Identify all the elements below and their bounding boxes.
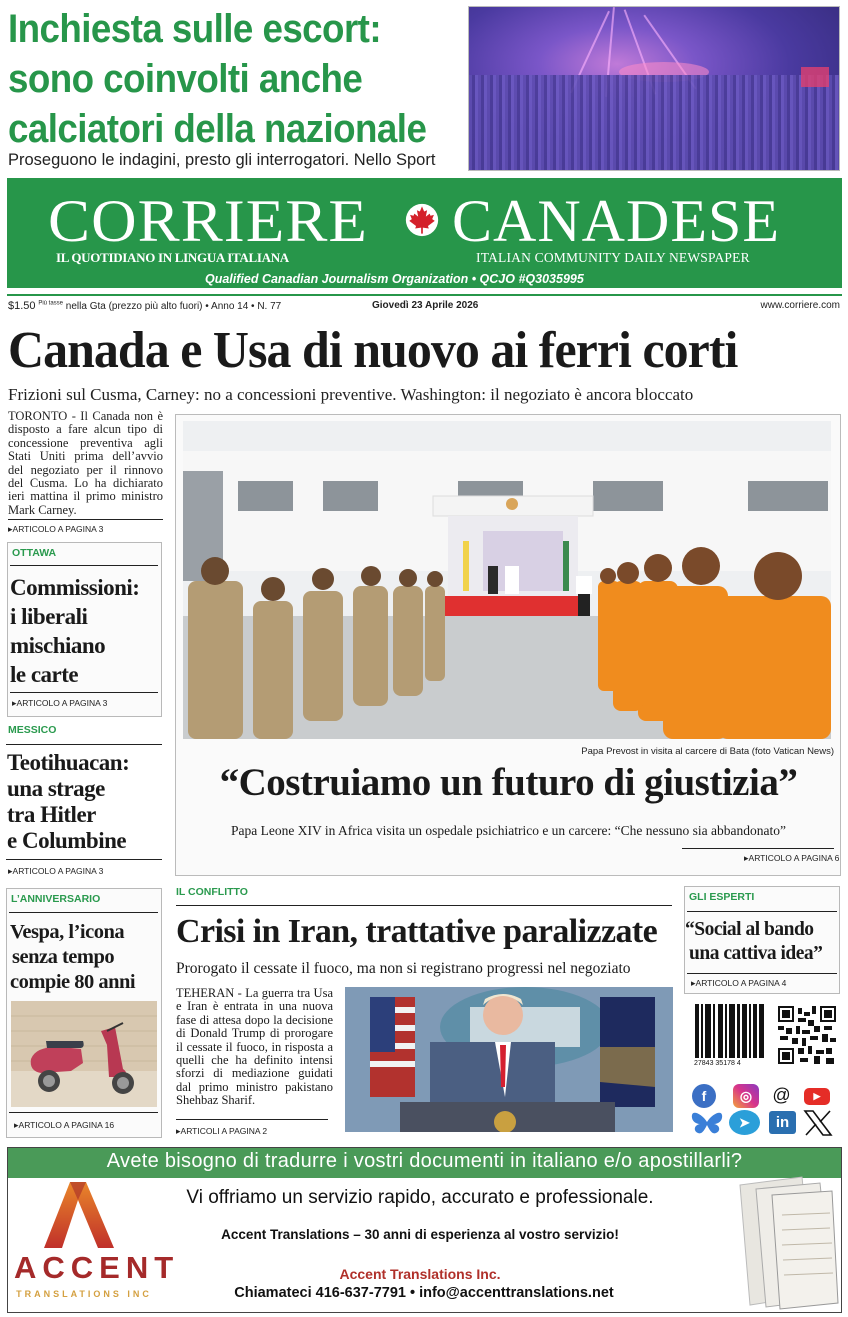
linkedin-icon[interactable] bbox=[769, 1111, 796, 1134]
accent-logo-sub: TRANSLATIONS INC bbox=[16, 1289, 152, 1299]
instagram-icon[interactable] bbox=[733, 1084, 759, 1108]
telegram-glyph: ➤ bbox=[739, 1114, 750, 1130]
headline-line: “Social al bando bbox=[685, 919, 814, 940]
accent-logo-icon bbox=[40, 1182, 116, 1250]
ad-contact[interactable]: Chiamateci 416-637-7791 • info@accenttranslations.net bbox=[234, 1285, 614, 1301]
instagram-glyph: ◎ bbox=[739, 1087, 753, 1104]
accent-logo-word: ACCENT bbox=[14, 1250, 180, 1285]
divider bbox=[176, 1119, 328, 1120]
barcode bbox=[692, 1004, 772, 1066]
sidebar-headline-vespa[interactable] bbox=[10, 920, 135, 995]
jump-link-ottawa[interactable]: ▸ ARTICOLO A PAGINA 3 bbox=[12, 698, 107, 709]
headline-line: mischiano bbox=[10, 633, 106, 658]
iran-story-body: TEHERAN - La guerra tra Usa e Iran è entrata in una nuova fase di attesa dopo la decisione di Donald Trump di prorogare il cessate il fuoco, in risposta a quelli che ha definito intensi sforzi di mediazione guidati dal primo ministro pakistano Shehbaz Sharif. bbox=[176, 986, 333, 1108]
main-subheadline: Frizioni sul Cusma, Carney: no a concessioni preventive. Washington: il negoziato è ancora bloccato bbox=[8, 385, 694, 404]
ad-company: Accent Translations Inc. bbox=[339, 1266, 501, 1282]
facebook-glyph: f bbox=[701, 1088, 707, 1104]
price-note: Più tasse bbox=[38, 300, 63, 307]
sidebar-headline-messico[interactable] bbox=[7, 750, 129, 854]
pope-jump-link[interactable]: ▸ ARTICOLO A PAGINA 6 bbox=[744, 853, 839, 864]
sidebar-headline-ottawa[interactable] bbox=[10, 573, 139, 689]
masthead-title-right[interactable]: CANADESE bbox=[452, 188, 781, 254]
issue-info: nella Gta (prezzo più alto fuori) • Anno 14 • N. 77 bbox=[65, 301, 282, 312]
kicker-conflitto: IL CONFLITTO bbox=[176, 886, 248, 898]
threads-icon[interactable] bbox=[768, 1084, 795, 1106]
youtube-glyph: ▶ bbox=[813, 1091, 821, 1101]
pope-subheadline: Papa Leone XIV in Africa visita un ospedale psichiatrico e un carcere: “Che nessuno sia abbandonato” bbox=[231, 823, 786, 838]
ad-banner-text: Avete bisogno di tradurre i vostri documenti in italiano e/o apostillarli? bbox=[106, 1150, 743, 1172]
divider bbox=[10, 565, 158, 566]
headline-line: Vespa, l’icona bbox=[10, 921, 125, 943]
masthead-title-left[interactable]: CORRIERE bbox=[48, 188, 368, 254]
barcode-digits: 27843 35178 4 bbox=[694, 1060, 741, 1066]
photo-caption: Papa Prevost in visita al carcere di Bata (foto Vatican News) bbox=[581, 746, 834, 757]
linkedin-glyph: in bbox=[775, 1114, 790, 1131]
divider bbox=[687, 911, 837, 912]
qr-code[interactable] bbox=[778, 1004, 836, 1066]
headline-line: e Columbine bbox=[7, 828, 127, 853]
documents-photo bbox=[732, 1175, 840, 1310]
x-twitter-icon[interactable] bbox=[803, 1110, 833, 1136]
issue-date: Giovedì 23 Aprile 2026 bbox=[372, 300, 479, 311]
main-headline[interactable]: Canada e Usa di nuovo ai ferri corti bbox=[8, 322, 738, 379]
youtube-icon[interactable] bbox=[804, 1088, 830, 1105]
jump-link-vespa[interactable]: ▸ ARTICOLO A PAGINA 16 bbox=[14, 1120, 114, 1131]
divider bbox=[9, 1112, 158, 1113]
divider bbox=[7, 294, 842, 296]
teaser-headline[interactable] bbox=[8, 4, 436, 154]
masthead-qcjo: Qualified Canadian Journalism Organization • QCJO #Q3035995 bbox=[205, 272, 584, 286]
headline-line: le carte bbox=[10, 662, 79, 687]
headline-line: Commissioni: bbox=[10, 575, 140, 600]
jump-link-messico[interactable]: ▸ ARTICOLO A PAGINA 3 bbox=[8, 866, 103, 877]
divider bbox=[687, 973, 837, 974]
masthead-tagline-italian: IL QUOTIDIANO IN LINGUA ITALIANA bbox=[56, 250, 289, 265]
kicker-messico: MESSICO bbox=[8, 724, 57, 736]
headline-line: senza tempo bbox=[12, 946, 115, 968]
masthead-tagline-english: ITALIAN COMMUNITY DAILY NEWSPAPER bbox=[476, 250, 750, 265]
kicker-esperti: GLI ESPERTI bbox=[689, 891, 755, 903]
trump-press-briefing-photo[interactable] bbox=[345, 987, 673, 1132]
headline-line: Teotihuacan: bbox=[7, 750, 130, 775]
price: $1.50 bbox=[8, 300, 36, 312]
facebook-icon[interactable] bbox=[692, 1084, 716, 1108]
headline-line: una strage bbox=[7, 776, 105, 801]
website-link[interactable]: www.corriere.com bbox=[760, 300, 840, 311]
experts-headline[interactable] bbox=[685, 918, 822, 966]
divider bbox=[176, 905, 672, 906]
pope-prison-visit-photo[interactable] bbox=[183, 421, 831, 739]
headline-line: compie 80 anni bbox=[10, 971, 136, 993]
teaser-headline-line: sono coinvolti anche bbox=[8, 57, 363, 101]
divider bbox=[10, 692, 158, 693]
ad-line-2: Accent Translations – 30 anni di esperienza al vostro servizio! bbox=[221, 1227, 619, 1242]
price-info bbox=[8, 300, 281, 312]
kicker-ottawa: OTTAWA bbox=[12, 547, 57, 559]
kicker-anniversario: L’ANNIVERSARIO bbox=[11, 893, 101, 905]
divider bbox=[8, 519, 163, 520]
teaser-subtitle: Proseguono le indagini, presto gli interrogatori. Nello Sport bbox=[8, 151, 436, 169]
ad-line-1: Vi offriamo un servizio rapido, accurato e professionale. bbox=[186, 1187, 654, 1208]
divider bbox=[9, 912, 158, 913]
pope-headline[interactable]: “Costruiamo un futuro di giustizia” bbox=[219, 761, 798, 804]
headline-line: i liberali bbox=[10, 604, 88, 629]
teaser-headline-line: Inchiesta sulle escort: bbox=[8, 7, 382, 51]
telegram-icon[interactable] bbox=[729, 1110, 760, 1135]
bluesky-icon[interactable] bbox=[690, 1111, 724, 1135]
concert-crowd-photo[interactable] bbox=[468, 6, 840, 171]
headline-line: una cattiva idea” bbox=[689, 943, 823, 964]
divider bbox=[6, 744, 162, 745]
threads-glyph: @ bbox=[772, 1084, 791, 1105]
headline-line: tra Hitler bbox=[7, 802, 96, 827]
iran-subheadline: Prorogato il cessate il fuoco, ma non si registrano progressi nel negoziato bbox=[176, 960, 631, 977]
vespa-photo[interactable] bbox=[11, 1001, 157, 1107]
main-story-jump-link[interactable]: ▸ ARTICOLO A PAGINA 3 bbox=[8, 524, 103, 535]
iran-headline[interactable]: Crisi in Iran, trattative paralizzate bbox=[176, 913, 658, 950]
iran-jump-link[interactable]: ▸ ARTICOLI A PAGINA 2 bbox=[176, 1126, 267, 1137]
divider bbox=[682, 848, 834, 849]
experts-jump-link[interactable]: ▸ ARTICOLO A PAGINA 4 bbox=[691, 978, 786, 989]
divider bbox=[6, 859, 162, 860]
main-story-body: TORONTO - Il Canada non è disposto a fare alcun tipo di concessione preventiva agli Stati Uniti prima dell’avvio del negoziato per il rinnovo del Cusma. Lo ha dichiarato ieri mattina il primo ministro Mark Carney. bbox=[8, 409, 163, 517]
maple-leaf-icon bbox=[405, 203, 439, 237]
teaser-headline-line: calciatori della nazionale bbox=[8, 107, 427, 151]
